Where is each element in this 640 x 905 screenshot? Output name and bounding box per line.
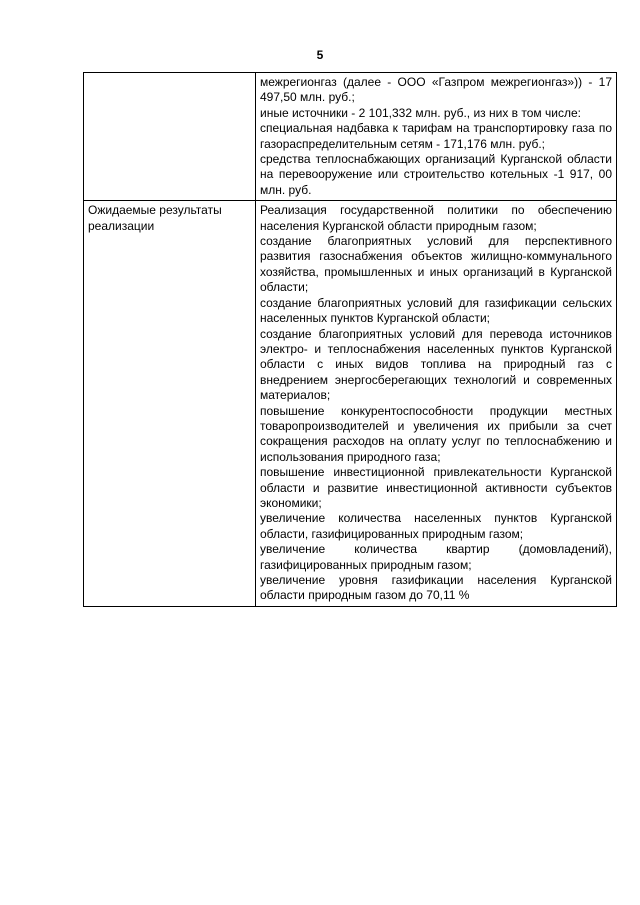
row-label [84,73,256,201]
content-paragraph: межрегионгаз (далее - ООО «Газпром межрегионгаз»)) - 17 497,50 млн. руб.; [260,75,612,105]
content-paragraph: увеличение количества квартир (домовладений), газифицированных природным газом; [260,542,612,572]
content-paragraph: создание благоприятных условий для перспективного развития газоснабжения объектов жилищно-коммунального хозяйства, промышленных и иных организаций в Курганской области; [260,234,612,295]
content-paragraph: создание благоприятных условий для газификации сельских населенных пунктов Курганской области; [260,295,612,326]
content-paragraph: повышение конкурентоспособности продукции местных товаропроизводителей и увеличения их прибыли за счет сокращения расходов на оплату услуг по теплоснабжению и использования природного газа; [260,403,612,464]
row-content [256,201,617,607]
content-paragraph: Реализация государственной политики по обеспечению населения Курганской области природным газом; [260,203,612,233]
content-paragraph: средства теплоснабжающих организаций Курганской области на перевооружение или строительство котельных -1 917, 00 млн. руб. [260,152,612,197]
content-paragraph: повышение инвестиционной привлекательности Курганской области и развитие инвестиционной активности субъектов экономики; [260,465,612,510]
page-number: 5 [316,48,324,62]
content-paragraph: иные источники - 2 101,332 млн. руб., из них в том числе: [260,105,581,120]
content-paragraph: специальная надбавка к тарифам на транспортировку газа по газораспределительным сетям - 171,176 млн. руб.; [260,121,612,151]
table-row-expected-results [84,201,617,607]
passport-table [83,72,617,607]
content-paragraph: увеличение количества населенных пунктов Курганской области, газифицированных природным газом; [260,511,612,541]
content-paragraph: увеличение уровня газификации населения Курганской области природным газом до 70,11 % [260,573,612,603]
table-row-financing [84,73,617,201]
row-content [256,73,617,201]
content-paragraph: создание благоприятных условий для перевода источников электро- и теплоснабжения населенных пунктов Курганской области с иных видов топлива на природный газ с внедрением энергосберегающих технологий и современных материалов; [260,326,612,403]
row-label: Ожидаемые результаты реализации [84,201,256,607]
